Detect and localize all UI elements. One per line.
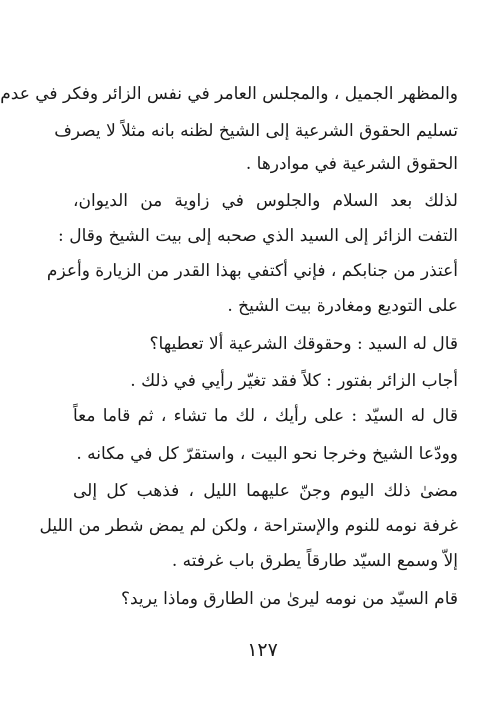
text-line-5: التفت الزائر إلى السيد الذي صحبه إلى بيت الشيخ وقال : <box>58 226 458 246</box>
text-line-3: الحقوق الشرعية في موادرها . <box>245 154 458 174</box>
text-line-11: وودّعا الشيخ وخرجا نحو البيت ، واستقرّ كل في مكانه . <box>76 444 458 464</box>
text-line-8: قال له السيد : وحقوقك الشرعية ألا تعطيها؟ <box>149 334 458 354</box>
text-line-6: أعتذر من جنابكم ، فإني أكتفي بهذا القدر من الزيارة وأعزم <box>46 261 458 281</box>
text-line-13: غرفة نومه للنوم والإستراحة ، ولكن لم يمض شطر من الليل <box>39 516 458 536</box>
text-line-9: أجاب الزائر بفتور : كلاً فقد تغيّر رأيي في ذلك . <box>130 371 458 391</box>
text-line-10: قال له السيّد : على رأيك ، لك ما تشاء ، ثم قاما معاً <box>73 406 458 426</box>
text-line-2: تسليم الحقوق الشرعية إلى الشيخ لظنه بانه مثلاً لا يصرف <box>54 121 458 141</box>
text-line-4: لذلك بعد السلام والجلوس في زاوية من الديوان، <box>73 191 458 211</box>
page-number: ١٢٧ <box>247 639 278 661</box>
text-line-14: إلاّ وسمع السيّد طارقاً يطرق باب غرفته . <box>171 551 458 571</box>
text-line-1: والمظهر الجميل ، والمجلس العامر في نفس الزائر وفكر في عدم <box>0 84 458 104</box>
text-line-7: على التوديع ومغادرة بيت الشيخ . <box>227 296 458 316</box>
text-line-15: قام السيّد من نومه ليرىٰ من الطارق وماذا يريد؟ <box>120 589 458 609</box>
text-line-12: مضىٰ ذلك اليوم وجنّ عليهما الليل ، فذهب كل إلى <box>73 481 458 501</box>
